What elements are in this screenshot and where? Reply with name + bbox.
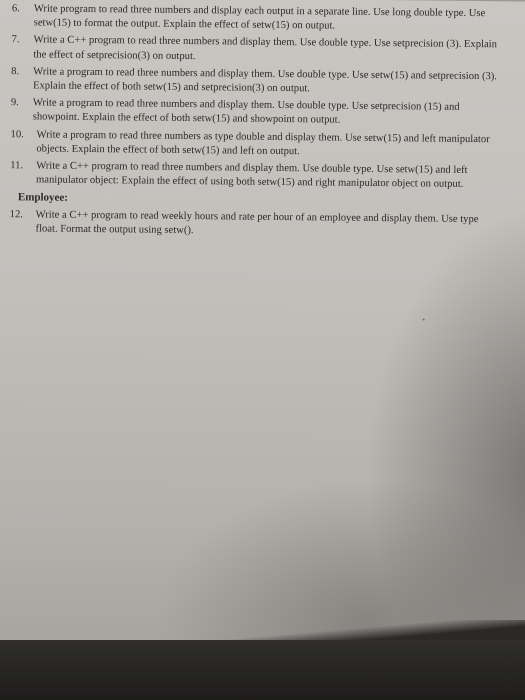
item-text: Write a program to read three numbers and display them. Use double type. Use setw(15) and setprecision (3). Explain the effect of both setw(15) and setprecision(3) on output.: [33, 66, 498, 95]
bottom-shadow: [0, 640, 525, 700]
item-text: Write program to read three numbers and display each output in a separate line. Use long double type. Use setw(15) to format the output. Explain the effect of setw(15) on output.: [33, 3, 486, 32]
item-number: 11.: [10, 160, 24, 172]
list-item: [11, 34, 503, 68]
item-number: 10.: [10, 128, 24, 140]
list-item: [10, 159, 502, 193]
section-heading: Employee:: [17, 191, 69, 205]
item-text: Write a C++ program to read three numbers and display them. Use double type. Use setprecision (3). Explain the effect of setprecision(3) on output.: [33, 34, 497, 62]
list-item: [11, 96, 503, 130]
document-content: [9, 2, 503, 244]
list-item: [10, 128, 502, 162]
item-number: 8.: [11, 65, 20, 78]
item-number: 12.: [9, 208, 24, 220]
item-number: 7.: [11, 34, 20, 46]
item-text: Write a program to read three numbers as type double and display them. Use setw(15) and left manipulator objects. Explain the effect of both setw(15) and left on output.: [36, 129, 490, 158]
list-item: [11, 65, 503, 99]
list-item: [12, 2, 504, 36]
item-text: Write a C++ program to read three numbers and display them. Use double type. Use setw(15) and left manipulator object: Explain the effect of using both setw(15) and right manipulator object on output.: [36, 160, 468, 191]
list-item: [9, 208, 501, 242]
paper-speck: [423, 319, 425, 321]
item-text: Write a C++ program to read weekly hours and rate per hour of an employee and display them. Use type float. Format the output using setw().: [35, 209, 479, 236]
item-text: Write a program to read three numbers and display them. Use double type. Use setprecision (15) and showpoint. Explain the effect of both setw(15) and showpoint on output.: [32, 97, 460, 127]
item-number: 9.: [10, 97, 19, 109]
item-number: 6.: [11, 3, 20, 15]
